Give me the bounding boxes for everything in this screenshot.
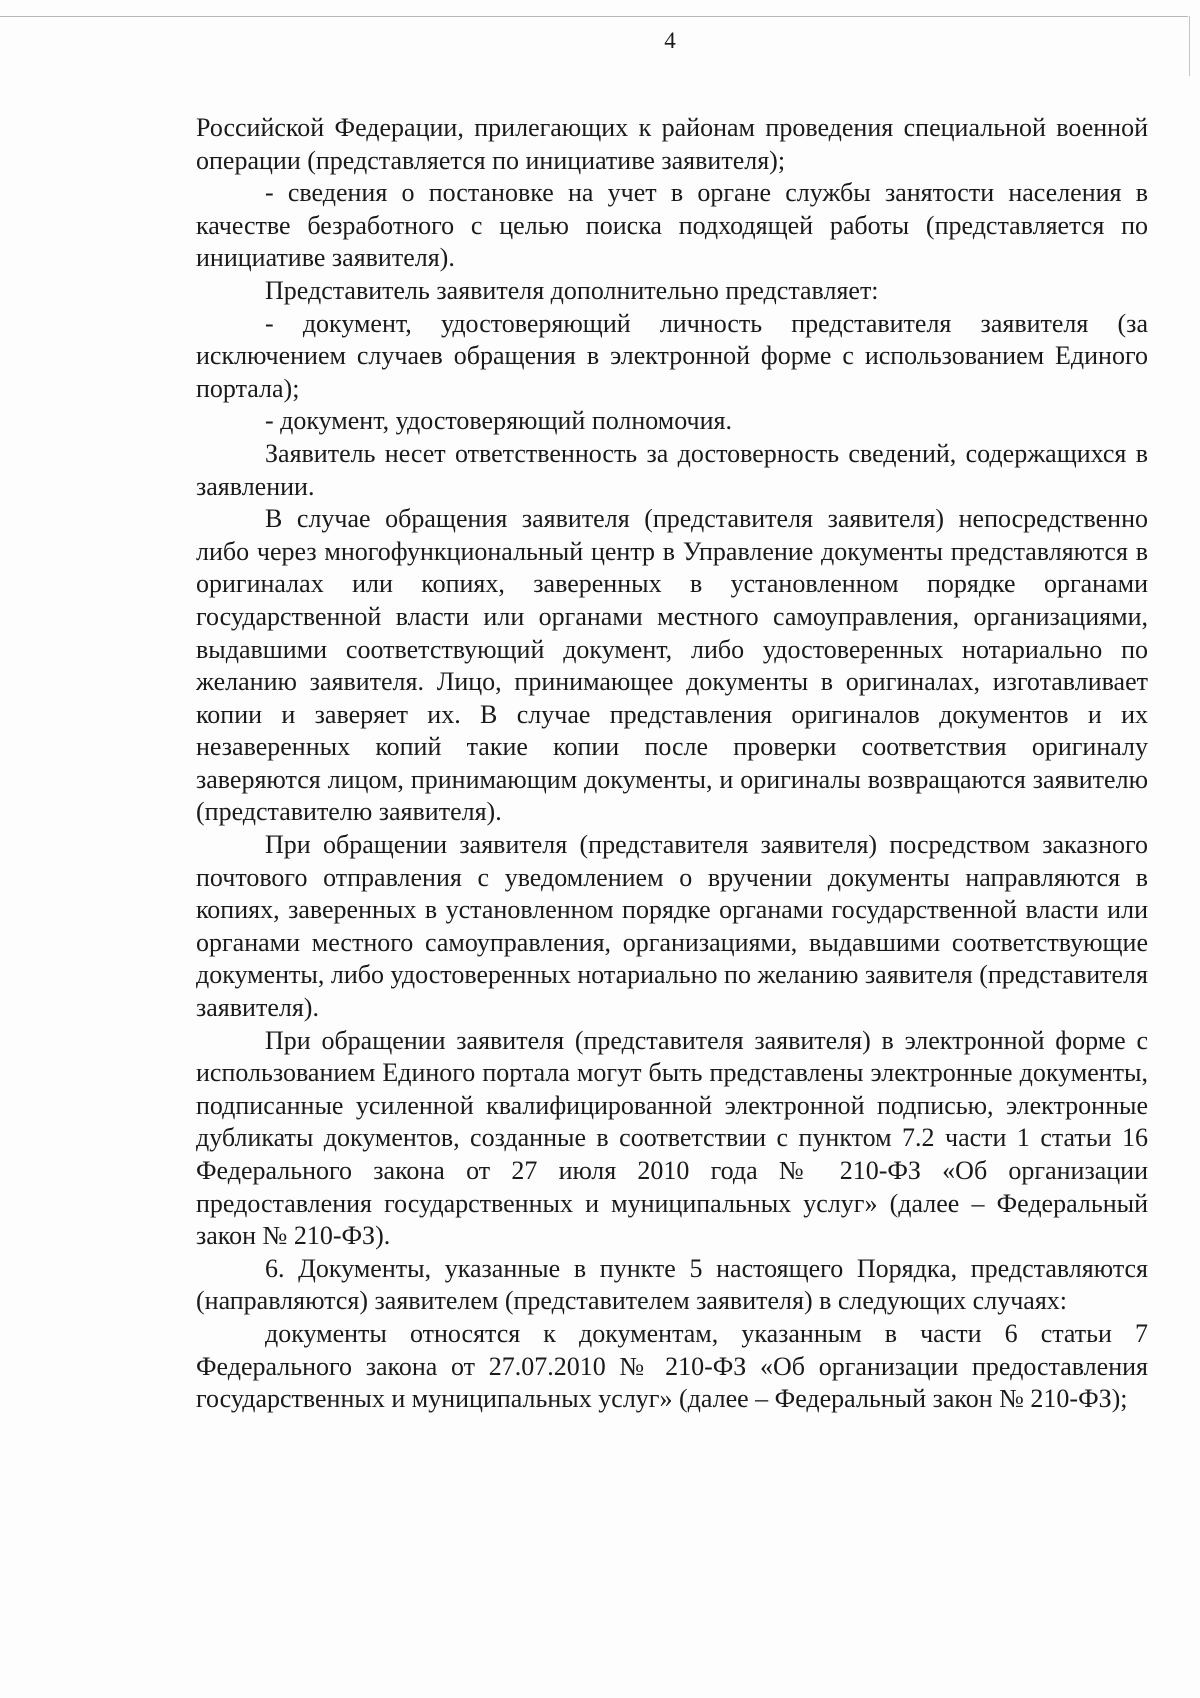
paragraph: - документ, удостоверяющий полномочия. [265, 406, 733, 436]
paragraph: - сведения о постановке на учет в органе службы занятости населения в качестве безработного с целью поиска подходящей работы (представляется по инициативе заявителя). [196, 178, 1148, 273]
page-number: 4 [664, 28, 676, 53]
document-body [196, 112, 1148, 1416]
paragraph: Российской Федерации, прилегающих к районам проведения специальной военной операции (представляется по инициативе заявителя); [196, 113, 1148, 175]
scan-edge-line [0, 16, 1188, 17]
paragraph: 6. Документы, указанные в пункте 5 настоящего Порядка, представляются (направляются) заявителем (представителем заявителя) в следующих случаях: [196, 1253, 1148, 1316]
paragraph: При обращении заявителя (представителя заявителя) в электронной форме с использованием Единого портала могут быть представлены электронные документы, подписанные усиленной квалифицированной электронной подписью, электронные дубликаты документов, созданные в соответствии с пунктом 7.2 части 1 статьи 16 Федерального закона от 27 июля 2010 года № 210-ФЗ «Об организации предоставления государственных и муниципальных услуг» (далее – Федеральный закон № 210-ФЗ). [196, 1025, 1148, 1251]
paragraph: В случае обращения заявителя (представителя заявителя) непосредственно либо через многофункциональный центр в Управление документы представляются в оригиналах или копиях, заверенных в установленном порядке органами государственной власти или органами местного самоуправления, организациями, выдавшими соответствующий документ, либо удостоверенных нотариально по желанию заявителя. Лицо, принимающее документы в оригиналах, изготавливает копии и заверяет их. В случае представления оригиналов документов и их незаверенных копий такие копии после проверки соответствия оригиналу заверяются лицом, принимающим документы, и оригиналы возвращаются заявителю (представителю заявителя). [196, 504, 1148, 827]
paragraph: документы относятся к документам, указанным в части 6 статьи 7 Федерального закона от 27.07.2010 № 210-ФЗ «Об организации предоставления государственных и муниципальных услуг» (далее – Федеральный закон № 210-ФЗ); [196, 1318, 1148, 1414]
paragraph: Заявитель несет ответственность за достоверность сведений, содержащихся в заявлении. [196, 438, 1148, 501]
paragraph: - документ, удостоверяющий личность представителя заявителя (за исключением случаев обращения в электронной форме с использованием Единого портала); [196, 308, 1148, 403]
paragraph: При обращении заявителя (представителя заявителя) посредством заказного почтового отправления с уведомлением о вручении документы направляются в копиях, заверенных в установленном порядке органами государственной власти или органами местного самоуправления, организациями, выдавшими соответствующие документы, либо удостоверенных нотариально по желанию заявителя (представителя заявителя). [196, 830, 1148, 1023]
paragraph: Представитель заявителя дополнительно представляет: [265, 275, 879, 305]
